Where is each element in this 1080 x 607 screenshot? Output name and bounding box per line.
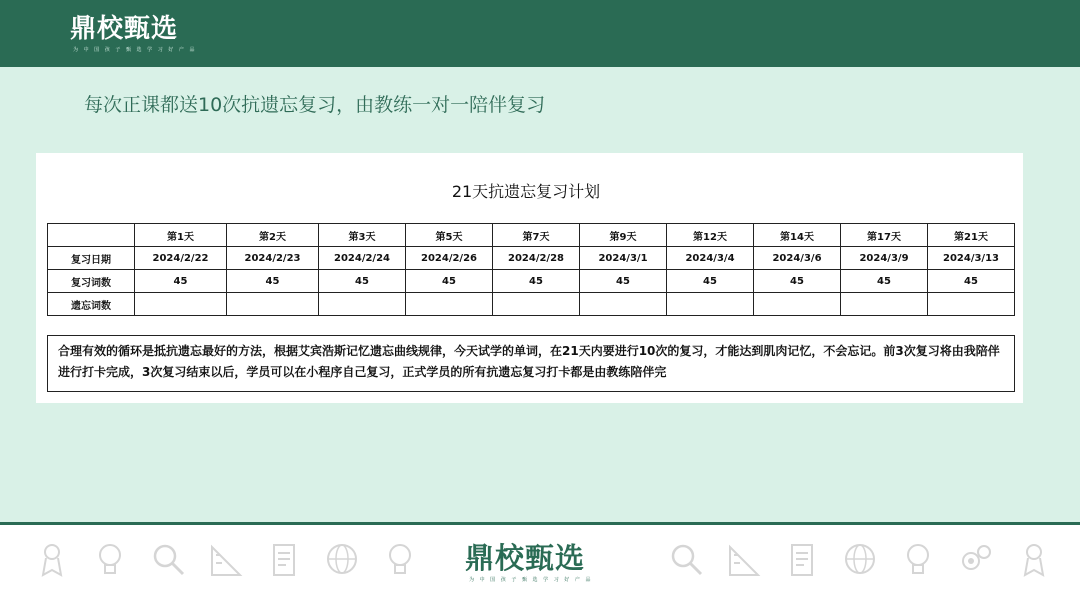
table-cell: 45: [841, 270, 928, 293]
medal-icon: [1016, 541, 1052, 581]
day-header-cell: 第17天: [841, 224, 928, 247]
day-header-cell: 第3天: [319, 224, 406, 247]
table-cell: [667, 293, 754, 316]
magnifier-icon: [668, 541, 704, 581]
table-cell: 2024/3/13: [928, 247, 1015, 270]
gears-icon: [958, 541, 994, 581]
table-cell: [319, 293, 406, 316]
footer-brand-logo: [465, 541, 615, 589]
table-cell: [580, 293, 667, 316]
ruler-icon: [726, 541, 762, 581]
day-header-cell: 第1天: [135, 224, 227, 247]
lightbulb-icon: [900, 541, 936, 581]
table-cell: 45: [928, 270, 1015, 293]
row-label-cell: 复习日期: [48, 247, 135, 270]
day-header-cell: 第2天: [227, 224, 319, 247]
table-cell: 45: [667, 270, 754, 293]
globe-icon: [842, 541, 878, 581]
day-header-cell: 第5天: [406, 224, 493, 247]
lightbulb-icon: [382, 541, 418, 581]
table-cell: [227, 293, 319, 316]
document-icon: [784, 541, 820, 581]
globe-icon: [324, 541, 360, 581]
table-cell: 2024/3/1: [580, 247, 667, 270]
brand-name: 鼎校甄选: [70, 14, 179, 44]
table-cell: 2024/2/24: [319, 247, 406, 270]
table-cell: 45: [754, 270, 841, 293]
page-headline: 每次正课都送10次抗遗忘复习，由教练一对一陪伴复习: [84, 94, 546, 116]
table-cell: [928, 293, 1015, 316]
day-header-cell: 第12天: [667, 224, 754, 247]
brand-tagline: 为 中 国 孩 子 甄 选 学 习 好 产 品: [73, 47, 197, 53]
main-content: [0, 67, 1080, 522]
table-cell: [135, 293, 227, 316]
footer-brand-name: 鼎校甄选: [465, 541, 586, 575]
table-cell: 45: [227, 270, 319, 293]
magnifier-icon: [150, 541, 186, 581]
table-cell: 2024/2/22: [135, 247, 227, 270]
table-cell: 45: [580, 270, 667, 293]
ruler-icon: [208, 541, 244, 581]
table-row: [48, 293, 1015, 316]
day-header-cell: 第21天: [928, 224, 1015, 247]
table-cell: 2024/2/28: [493, 247, 580, 270]
day-header-cell: 第7天: [493, 224, 580, 247]
table-corner-cell: [48, 224, 135, 247]
table-cell: 2024/2/23: [227, 247, 319, 270]
table-cell: [493, 293, 580, 316]
method-note: 合理有效的循环是抵抗遗忘最好的方法，根据艾宾浩斯记忆遗忘曲线规律，今天试学的单词，在21天内要进行10次的复习，才能达到肌肉记忆，不会忘记。前3次复习将由我陪伴进行打卡完成，3次复习结束以后，学员可以在小程序自己复习，正式学员的所有抗遗忘复习打卡都是由教练陪伴完: [47, 335, 1015, 392]
table-header-row: [48, 224, 1015, 247]
table-cell: [841, 293, 928, 316]
table-row: [48, 270, 1015, 293]
table-cell: 45: [493, 270, 580, 293]
table-cell: 2024/2/26: [406, 247, 493, 270]
plan-title: 21天抗遗忘复习计划: [451, 182, 601, 201]
table-cell: [406, 293, 493, 316]
table-cell: 2024/3/6: [754, 247, 841, 270]
row-label-cell: 复习词数: [48, 270, 135, 293]
table-cell: 2024/3/9: [841, 247, 928, 270]
document-icon: [266, 541, 302, 581]
row-label-cell: 遗忘词数: [48, 293, 135, 316]
day-header-cell: 第9天: [580, 224, 667, 247]
table-cell: [754, 293, 841, 316]
table-row: [48, 247, 1015, 270]
medal-icon: [34, 541, 70, 581]
footer-brand-tagline: 为 中 国 孩 子 甄 选 学 习 好 产 品: [469, 577, 593, 583]
lightbulb-icon: [92, 541, 128, 581]
day-header-cell: 第14天: [754, 224, 841, 247]
table-cell: 45: [319, 270, 406, 293]
review-plan-table: [47, 223, 1015, 316]
brand-logo: [70, 14, 202, 58]
table-cell: 2024/3/4: [667, 247, 754, 270]
plan-card: [36, 153, 1023, 403]
table-cell: 45: [406, 270, 493, 293]
table-cell: 45: [135, 270, 227, 293]
footer-band: [0, 525, 1080, 607]
top-header-bar: [0, 0, 1080, 67]
